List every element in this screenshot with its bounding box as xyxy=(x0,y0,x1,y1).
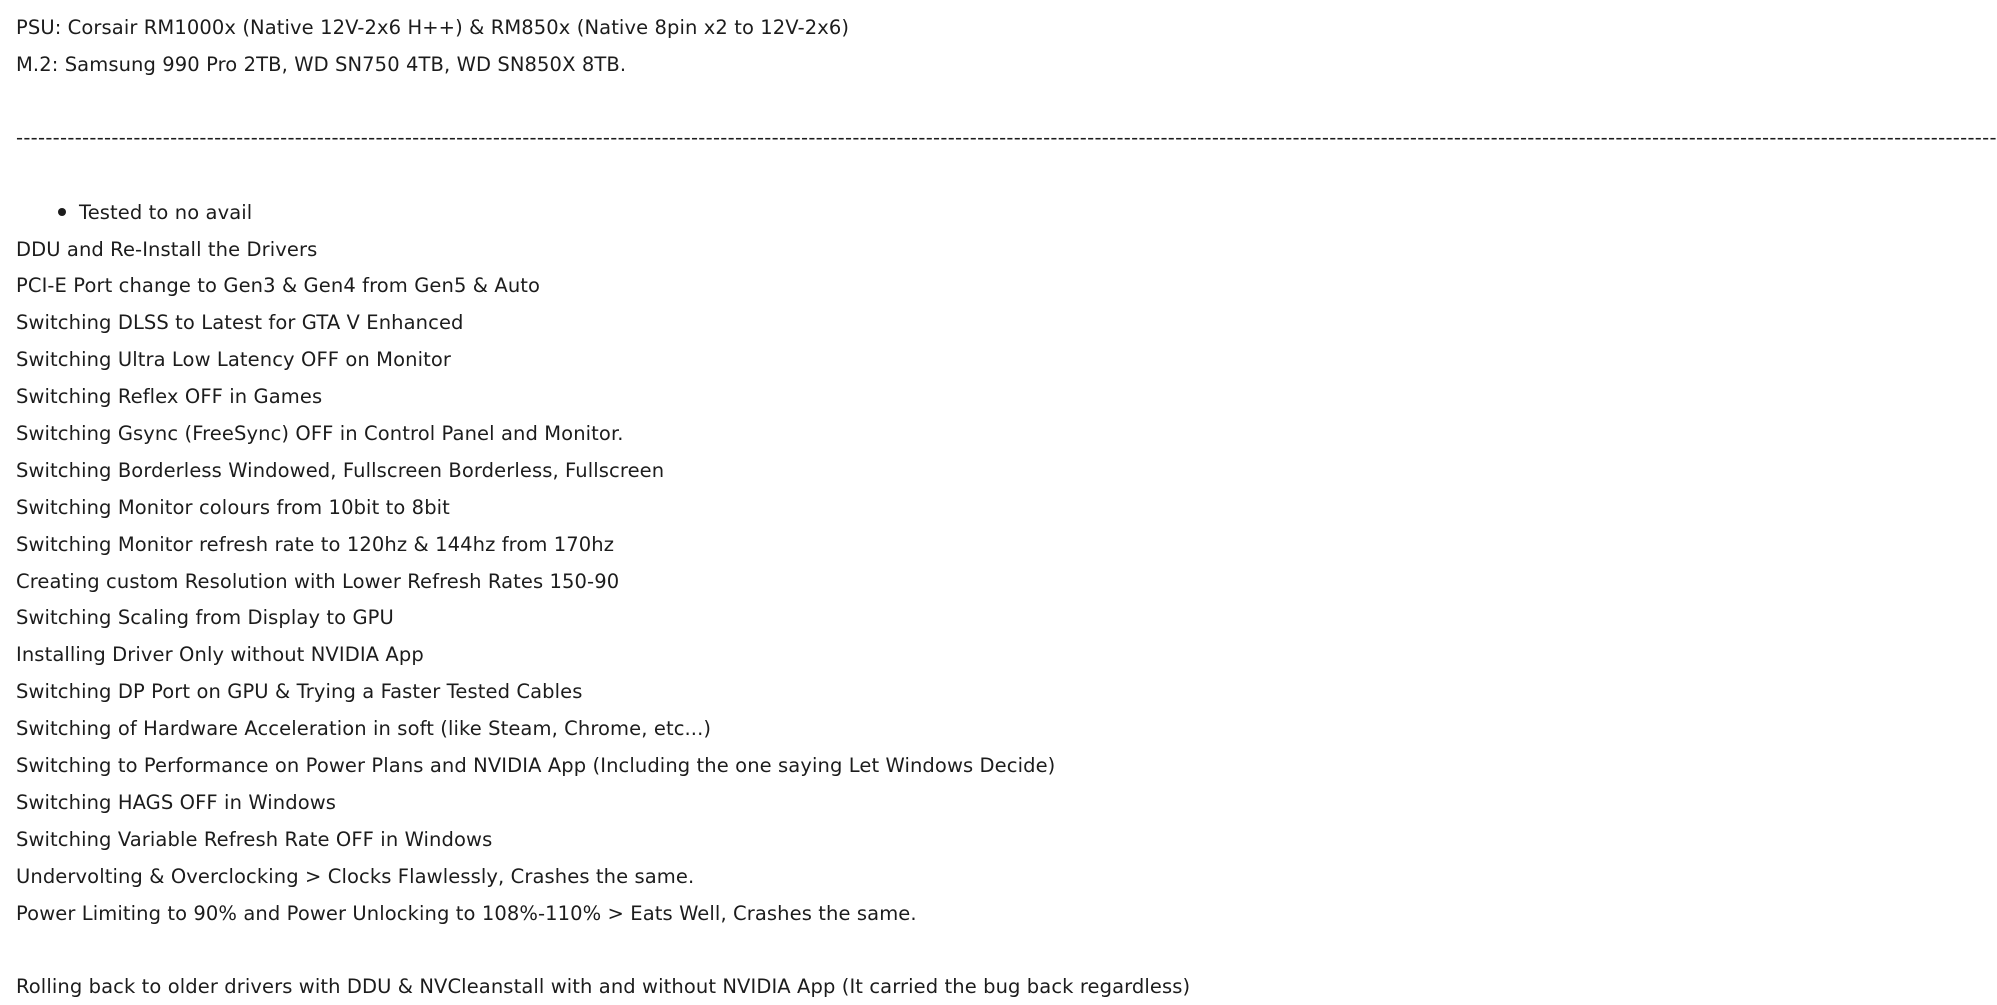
tested-item: Switching HAGS OFF in Windows xyxy=(16,791,337,814)
tested-bullet-item xyxy=(58,201,252,225)
tested-item: Switching DLSS to Latest for GTA V Enhanced xyxy=(16,311,464,334)
tested-item: Switching DP Port on GPU & Trying a Faster Tested Cables xyxy=(16,680,583,703)
dashed-divider: ------------------------------------------------------------------------------------------------------------------------------------------------------------------------------------------------------------------------------------------------------------------------------ xyxy=(16,126,1997,149)
tested-item: Switching Variable Refresh Rate OFF in Windows xyxy=(16,828,493,851)
psu-spec-line: PSU: Corsair RM1000x (Native 12V-2x6 H++) & RM850x (Native 8pin x2 to 12V-2x6) xyxy=(16,16,850,39)
bullet-dot-icon xyxy=(58,208,66,216)
tested-item: Switching Scaling from Display to GPU xyxy=(16,606,394,629)
tested-item: Installing Driver Only without NVIDIA App xyxy=(16,643,424,666)
tested-item: PCI-E Port change to Gen3 & Gen4 from Gen5 & Auto xyxy=(16,274,541,297)
rollback-line: Rolling back to older drivers with DDU & NVCleanstall with and without NVIDIA App (It carried the bug back regardless) xyxy=(16,975,1191,998)
tested-bullet-label: Tested to no avail xyxy=(79,201,253,224)
tested-item: Switching Gsync (FreeSync) OFF in Control Panel and Monitor. xyxy=(16,422,624,445)
tested-item: Creating custom Resolution with Lower Refresh Rates 150-90 xyxy=(16,570,620,593)
tested-item: DDU and Re-Install the Drivers xyxy=(16,238,318,261)
tested-item: Switching Monitor colours from 10bit to 8bit xyxy=(16,496,450,519)
tested-item: Switching to Performance on Power Plans and NVIDIA App (Including the one saying Let Windows Decide) xyxy=(16,754,1056,777)
tested-item: Switching Ultra Low Latency OFF on Monitor xyxy=(16,348,451,371)
tested-item: Undervolting & Overclocking > Clocks Flawlessly, Crashes the same. xyxy=(16,865,695,888)
tested-item: Switching of Hardware Acceleration in soft (like Steam, Chrome, etc...) xyxy=(16,717,712,740)
tested-item: Switching Monitor refresh rate to 120hz & 144hz from 170hz xyxy=(16,533,615,556)
tested-item: Switching Borderless Windowed, Fullscreen Borderless, Fullscreen xyxy=(16,459,665,482)
tested-item: Power Limiting to 90% and Power Unlocking to 108%-110% > Eats Well, Crashes the same. xyxy=(16,902,917,925)
m2-spec-line: M.2: Samsung 990 Pro 2TB, WD SN750 4TB, WD SN850X 8TB. xyxy=(16,53,627,76)
tested-item: Switching Reflex OFF in Games xyxy=(16,385,323,408)
